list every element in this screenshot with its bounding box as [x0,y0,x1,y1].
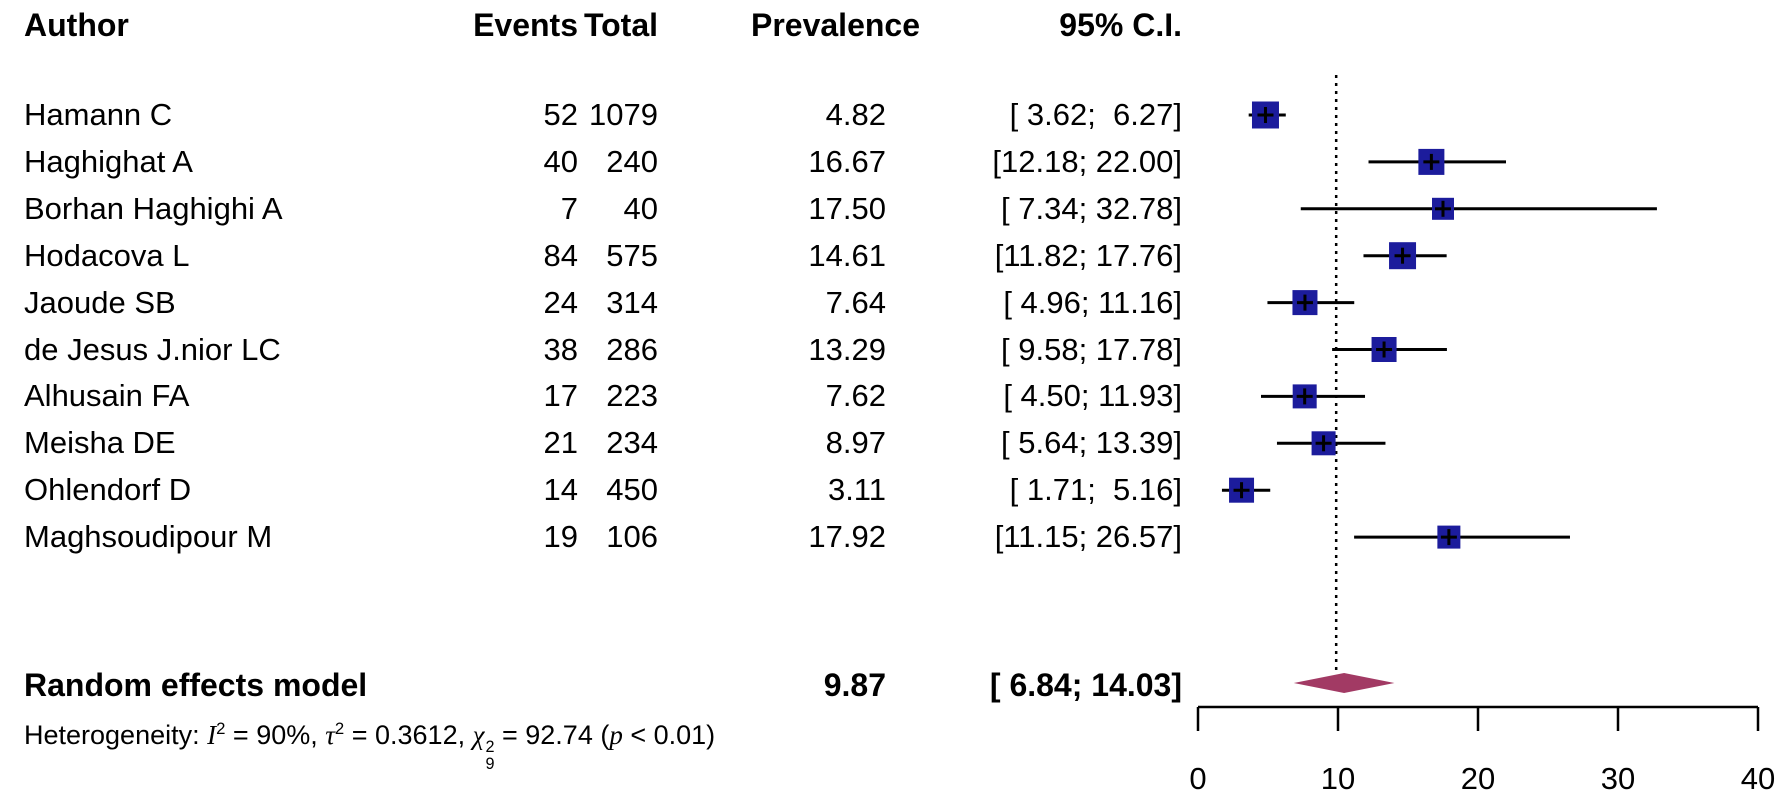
study-ci: [11.82; 17.76] [994,237,1182,273]
study-total: 575 [606,237,658,273]
x-axis-tick-label: 20 [1460,761,1496,796]
study-events: 84 [543,237,578,273]
study-ci: [ 7.34; 32.78] [1001,190,1182,226]
het-chi-symbol: χ [472,720,485,750]
column-header-total: Total [583,7,658,43]
study-prevalence: 4.82 [825,97,886,132]
het-seg2: = 0.3612, [344,720,473,750]
het-chi-sub: 9 [485,755,495,774]
study-ci: [ 4.96; 11.16] [1003,284,1182,320]
study-square [1432,198,1454,220]
study-total: 234 [606,425,658,461]
study-square [1312,431,1336,455]
study-prevalence: 8.97 [825,425,886,461]
study-author: Haghighat A [24,143,193,179]
het-seg4: < 0.01) [622,720,716,750]
study-total: 40 [623,190,658,226]
study-prevalence: 7.62 [825,378,886,414]
study-square [1389,242,1416,269]
study-ci: [12.18; 22.00] [992,143,1182,179]
study-author: de Jesus J.nior LC [24,331,281,367]
column-header-events: Events [473,7,578,43]
study-prevalence: 14.61 [808,237,886,273]
study-author: Hamann C [24,97,173,132]
het-seg1: = 90%, [225,720,326,750]
study-total: 223 [606,378,658,414]
study-author: Hodacova L [24,237,190,273]
study-square [1252,102,1279,129]
het-tau-sup: 2 [334,719,345,738]
summary-label: Random effects model [24,667,368,703]
study-author: Alhusain FA [24,378,190,414]
het-i-symbol: I [207,720,217,750]
x-axis-tick-label: 0 [1189,761,1207,796]
study-ci: [11.15; 26.57] [994,519,1182,555]
column-header-ci: 95% C.I. [1059,7,1182,43]
summary-prevalence: 9.87 [823,667,886,703]
study-square [1372,337,1397,362]
study-prevalence: 17.50 [808,190,886,226]
study-total: 286 [606,331,658,367]
het-prefix: Heterogeneity: [24,720,208,750]
study-events: 24 [543,284,578,320]
study-events: 19 [543,519,578,555]
x-axis-tick-label: 40 [1740,761,1776,796]
study-ci: [ 3.62; 6.27] [1009,97,1182,132]
study-ci: [ 9.58; 17.78] [1001,331,1182,367]
study-prevalence: 13.29 [808,331,886,367]
study-square [1418,149,1444,175]
het-chi-sup: 2 [485,738,495,757]
study-author: Borhan Haghighi A [24,190,283,226]
study-prevalence: 7.64 [825,284,886,320]
het-i-sup: 2 [216,719,226,738]
study-author: Jaoude SB [24,284,176,320]
study-square [1437,526,1460,549]
het-seg3: = 92.74 ( [494,720,610,750]
het-p-symbol: p [609,720,623,750]
x-axis-tick-label: 10 [1320,761,1356,796]
study-author: Meisha DE [24,425,176,461]
study-events: 21 [543,425,578,461]
column-header-author: Author [24,7,129,43]
column-header-prevalence: Prevalence [750,7,920,43]
study-square [1229,478,1254,503]
study-total: 240 [606,143,658,179]
study-square [1293,384,1317,408]
study-ci: [ 4.50; 11.93] [1003,378,1182,414]
study-total: 1079 [589,97,658,132]
study-prevalence: 16.67 [808,143,886,179]
study-square [1292,290,1317,315]
study-events: 40 [543,143,578,179]
het-tau-symbol: τ [325,720,335,750]
study-total: 450 [606,472,658,508]
study-ci: [ 5.64; 13.39] [1001,425,1182,461]
study-prevalence: 3.11 [827,472,886,508]
summary-ci: [ 6.84; 14.03] [989,667,1182,703]
study-ci: [ 1.71; 5.16] [1009,472,1182,508]
summary-diamond [1294,673,1395,693]
x-axis-tick-label: 30 [1600,761,1636,796]
study-author: Maghsoudipour M [24,519,273,555]
study-events: 7 [560,190,578,226]
heterogeneity-note [24,712,716,774]
study-total: 314 [606,284,658,320]
study-author: Ohlendorf D [24,472,192,508]
study-events: 17 [543,378,578,414]
study-events: 38 [543,331,578,367]
study-events: 14 [543,472,578,508]
study-events: 52 [543,97,578,132]
study-prevalence: 17.92 [808,519,886,555]
study-total: 106 [606,519,658,555]
het-chi-supsub [485,739,494,773]
